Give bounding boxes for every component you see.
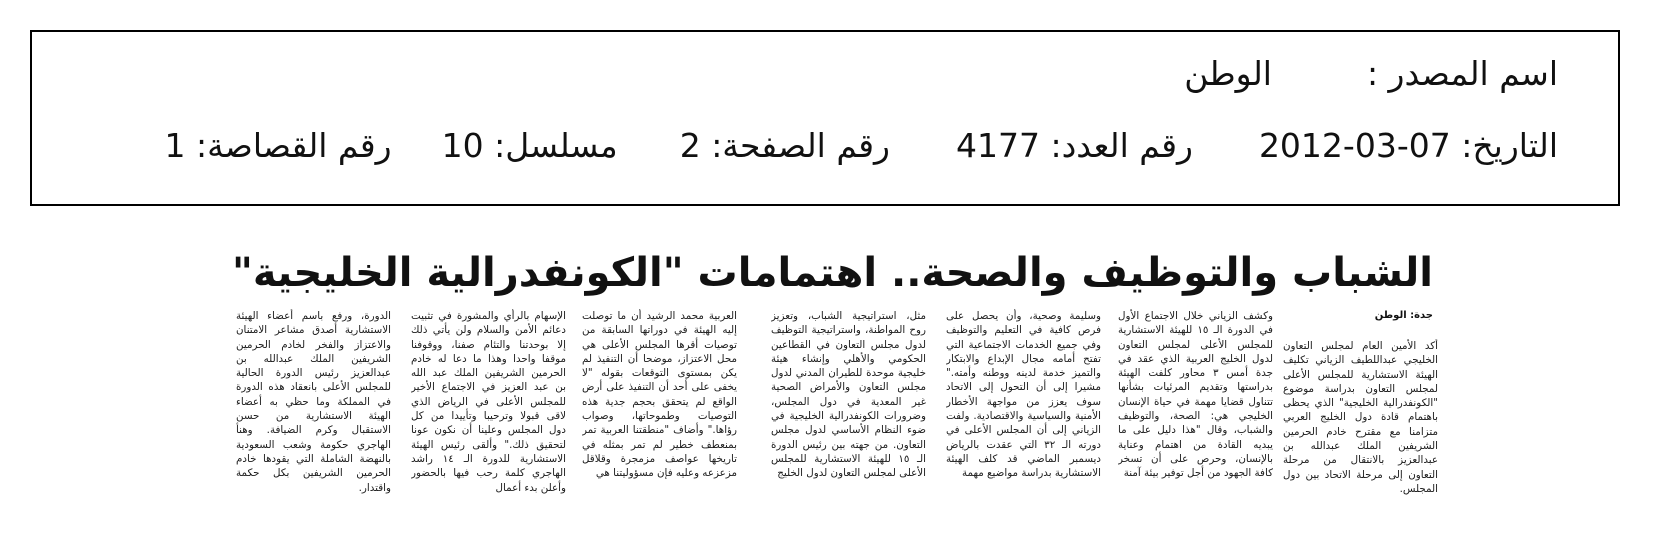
article-column-5: العربية محمد الرشيد أن ما توصلت إليه الهيئة في دوراتها السابقة من توصيات أقرها المجلس الأعلى هي محل الاعتزاز، موضحا أن التنفيذ لم يكن بمستوى التوقعات بقوله "لا يخفى على أحد أن التنفيذ على أرض الواقع لم يتحقق بحجم جدية هذه التوصيات وطموحاتها، وصواب رؤاها." وأضاف "منطقتنا العربية تمر بمنعطف خطير لم تمر بمثله في تاريخها عواصف مزمجرة وقلاقل مزعزعه وعليه فإن مسؤوليتنا هي [582,310,737,480]
article-column-7: الدورة، ورفع باسم أعضاء الهيئة الاستشارية أصدق مشاعر الامتنان والاعتزاز والفخر لخادم الحرمين الشريفين الملك عبدالله بن عبدالعزيز رئيس الدورة الحالية للمجلس الأعلى بانعقاد هذه الدورة في المملكة وما حظي به أعضاء الهيئة الاستشارية من حسن الاستقبال وكرم الضيافة. وهنأ الهاجري حكومة وشعب السعودية بالنهضة الشاملة التي يقودها خادم الحرمين الشريفين بكل حكمة واقتدار. [236,310,391,494]
clipping-info-box [30,30,1620,206]
article-column-3: وسليمة وصحية، وأن يحصل على فرص كافية في التعليم والتوظيف وفي جميع الخدمات الاجتماعية التي تفتح أمامه مجال الإبداع والابتكار والتميز خدمة لدينه ووطنه وأمته." مشيرا إلى أن التحول إلى الاتحاد سوف يعزز من مواجهة الأخطار الأمنية والسياسية والاقتصادية. ولفت الزياني إلى أن المجلس الأعلى في دورته الـ ٣٢ التي عقدت بالرياض ديسمبر الماضي قد كلف الهيئة الاستشارية بدراسة مواضيع مهمة [946,310,1101,480]
issue-value: 4177 [956,126,1040,165]
article-headline: الشباب والتوظيف والصحة.. اهتمامات "الكونفدرالية الخليجية" [232,250,1433,296]
date-value: 2012-03-07 [1258,126,1451,165]
serial-label: مسلسل: [494,126,618,165]
source-value: الوطن [1184,54,1272,93]
article-column-1: أكد الأمين العام لمجلس التعاون الخليجي عبداللطيف الزياني تكليف الهيئة الاستشارية للمجلس الأعلى لمجلس التعاون بدراسة موضوع "الكونفدرالية الخليجية" الذي يحظى باهتمام قادة دول الخليج العربي متزامنا مع مقترح خادم الحرمين الشريفين الملك عبدالله بن عبدالعزيز بالانتقال من مرحلة التعاون إلى مرحلة الاتحاد بين دول المجلس. [1283,340,1438,495]
meta-line [165,126,1559,166]
source-label: اسم المصدر : [1366,54,1558,93]
issue-label: رقم العدد: [1050,126,1193,165]
article-column-4: مثل، استراتيجية الشباب، وتعزيز روح المواطنة، واستراتيجية التوظيف لدول مجلس التعاون في القطاعين الحكومي والأهلي وإنشاء هيئة خليجية موحدة للطيران المدني لدول مجلس التعاون والأمراض الصحية غير المعدية في دول المجلس، وضرورات الكونفدرالية الخليجية في ضوء النظام الأساسي لدول مجلس التعاون. من جهته بين رئيس الدورة الـ ١٥ للهيئة الاستشارية للمجلس الأعلى لمجلس التعاون لدول الخليج [771,310,926,480]
article-column-2: وكشف الزياني خلال الاجتماع الأول في الدورة الـ ١٥ للهيئة الاستشارية للمجلس الأعلى لمجلس التعاون لدول الخليج العربية الذي عقد في جدة أمس ٣ محاور كلفت الهيئة بدراستها وتقديم المرئيات بشأنها تتناول قضايا مهمة في حياة الإنسان الخليجي هي: الصحة، والتوظيف والشباب، وقال "هذا دليل على ما يبديه القادة من اهتمام وعناية بالإنسان، وحرص على أن تسخر كافة الجهود من أجل توفير بيئة آمنة [1118,310,1273,480]
page-value: 2 [679,126,701,165]
clip-label: رقم القصاصة: [196,126,392,165]
article-source-tag: جدة: الوطن [1374,310,1433,321]
date-label: التاريخ: [1461,126,1558,165]
source-line [1184,54,1558,94]
article-column-6: الإسهام بالرأي والمشورة في تثبيت دعائم الأمن والسلام ولن يأتي ذلك إلا بوحدتنا والتئام صفنا، ووقوفنا موقفا واحدا وهذا ما دعا له خادم الحرمين الشريفين الملك عبد الله بن عبد العزيز في الاجتماع الأخير للمجلس الأعلى في الرياض الذي لاقى قبولا وترحيبا وتأييدا من كل دول المجلس وعلينا أن نكون عونا لتحقيق ذلك." وألقى رئيس الهيئة الاستشارية للدورة الـ ١٤ راشد الهاجري كلمة رحب فيها بالحضور وأعلن بدء أعمال [411,310,566,494]
clip-value: 1 [164,126,186,165]
serial-value: 10 [441,126,484,165]
page-label: رقم الصفحة: [711,126,890,165]
